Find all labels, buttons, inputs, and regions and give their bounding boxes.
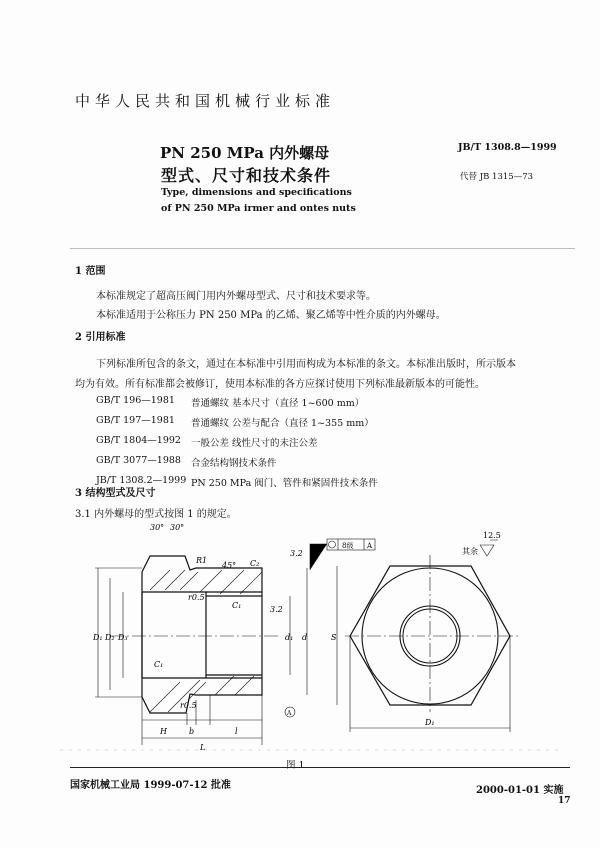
c1-label: C₁ (232, 601, 242, 610)
c1-label: C₁ (154, 660, 164, 669)
r1-label: R1 (196, 556, 208, 565)
section-2-heading: 2 引用标准 (75, 332, 126, 343)
english-title-1: Type, dimensions and specifications (161, 187, 352, 198)
section-1-para-2: 本标准适用于公称压力 PN 250 MPa 的乙烯、聚乙烯等中性介质的内外螺母。 (96, 310, 446, 321)
dim-D1: D₁ (93, 633, 103, 642)
section-1-heading: 1 范围 (75, 266, 106, 277)
angle-right-label: 30° (170, 523, 185, 532)
section-2-para-a: 下列标准所包含的条文，通过在本标准中引用而构成为本标准的条文。本标准出版时，所示版本 (96, 359, 516, 370)
dim-L: L (200, 743, 206, 752)
figure-caption: 图 1 (286, 760, 305, 771)
dim-D3: D₃ (118, 633, 128, 642)
dim-l: l (235, 727, 238, 736)
reference-title: 普通螺纹 基本尺寸（直径 1~600 mm） (191, 398, 365, 409)
dim-H: H (160, 727, 167, 736)
title-line-1: PN 250 MPa 内外螺母 (160, 144, 330, 162)
roughness-label: 3.2 (290, 549, 303, 558)
tolerance-grade: 8级 (342, 542, 354, 550)
roughness-label: 3.2 (270, 605, 283, 614)
section-3-1: 3.1 内外螺母的型式按图 1 的规定。 (75, 509, 237, 520)
tolerance-datum: A (367, 542, 373, 550)
dim-D1-hex: D₁ (425, 718, 435, 727)
reference-title: 合金结构钢技术条件 (191, 458, 277, 469)
dim-D2: D₂ (105, 633, 115, 642)
dim-b: b (189, 727, 195, 736)
section-1-para-1: 本标准规定了超高压阀门用内外螺母型式、尺寸和技术要求等。 (96, 291, 376, 302)
title-line-2: 型式、尺寸和技术条件 (161, 166, 332, 185)
nut-section-outline (142, 556, 262, 713)
reference-title: 一般公差 线性尺寸的未注公差 (191, 438, 318, 449)
reference-title: 普通螺纹 公差与配合（直径 1~355 mm） (191, 418, 374, 429)
reference-title: PN 250 MPa 阀门、管件和紧固件技术条件 (191, 478, 378, 489)
reference-code: GB/T 196—1981 (96, 395, 175, 406)
reference-code: JB/T 1308.2—1999 (96, 475, 187, 486)
dim-d: d (302, 633, 308, 642)
reference-code: GB/T 1804—1992 (96, 435, 181, 446)
section-3-heading: 3 结构型式及尺寸 (75, 488, 156, 499)
dim-d1: d₁ (285, 633, 294, 642)
footer-divider (70, 767, 570, 768)
angle-45-label: 45° (222, 561, 237, 570)
r05-label: r0.5 (188, 593, 205, 602)
angle-left-label: 30° (150, 523, 165, 532)
page-number: 17 (558, 796, 571, 806)
rest-roughness-label: 其余 (462, 547, 478, 556)
organization-header: 中华人民共和国机械行业标准 (75, 92, 336, 110)
effective-date: 2000-01-01 实施 (476, 785, 564, 796)
approval-note: 国家机械工业局 1999-07-12 批准 (70, 780, 231, 791)
english-title-2: of PN 250 MPa irmer and ontes nuts (161, 203, 356, 214)
r05-label: r0.5 (180, 701, 197, 710)
reference-code: GB/T 3077—1988 (96, 455, 181, 466)
rest-roughness-value: 12.5 (483, 531, 501, 540)
section-2-para-b: 均为有效。所有标准都会被修订，使用本标准的各方应探讨使用下列标准最新版本的可能性。 (75, 379, 485, 390)
c2-label: C₂ (250, 559, 260, 568)
dim-S: S (331, 633, 337, 642)
standard-code: JB/T 1308.8—1999 (458, 142, 557, 153)
reference-code: GB/T 197—1981 (96, 415, 175, 426)
datum-a: A (287, 710, 292, 717)
replaces-note: 代替 JB 1315—73 (460, 172, 534, 182)
